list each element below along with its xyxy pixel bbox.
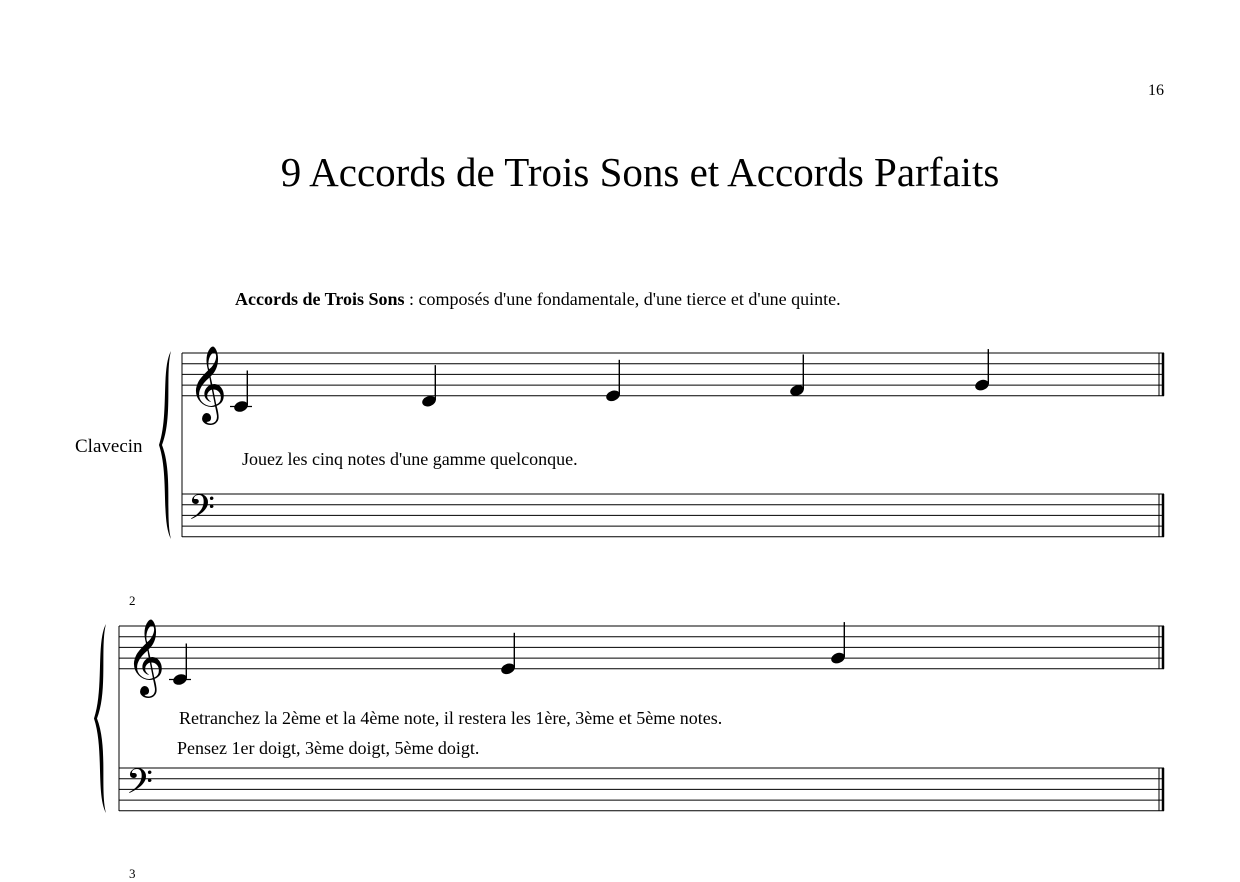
instruction-system-2-line-1: Retranchez la 2ème et la 4ème note, il restera les 1ère, 3ème et 5ème notes. xyxy=(179,708,723,728)
instruction-system-2-line-2: Pensez 1er doigt, 3ème doigt, 5ème doigt. xyxy=(177,738,480,758)
system-2-note-C4 xyxy=(169,644,191,687)
system-1 xyxy=(159,345,1164,539)
bass-clef-icon: 𝄢 xyxy=(126,761,154,810)
system-2 xyxy=(94,618,1164,813)
measure-number-2: 2 xyxy=(129,593,136,608)
system-1-note-C4 xyxy=(230,371,252,414)
measure-number-3: 3 xyxy=(129,866,136,881)
intro-rest: : composés d'une fondamentale, d'une tierce et d'une quinte. xyxy=(404,289,841,309)
system-1-note-E4 xyxy=(605,360,622,403)
system-1-note-D4 xyxy=(421,365,438,408)
intro-bold: Accords de Trois Sons xyxy=(235,289,405,309)
page-title: 9 Accords de Trois Sons et Accords Parfaits xyxy=(280,149,1000,195)
brace-icon xyxy=(159,351,171,539)
brace-icon xyxy=(94,624,106,813)
treble-clef-icon: 𝄞 xyxy=(126,618,166,695)
instruction-system-1: Jouez les cinq notes d'une gamme quelconque. xyxy=(242,449,578,469)
system-2-note-G4 xyxy=(830,622,847,665)
treble-clef-icon: 𝄞 xyxy=(188,345,228,422)
system-1-note-F4 xyxy=(789,354,806,397)
bass-clef-icon: 𝄢 xyxy=(188,487,216,536)
system-2-note-E4 xyxy=(500,633,517,676)
page-number: 16 xyxy=(1148,82,1164,99)
system-1-note-G4 xyxy=(974,349,991,392)
instrument-name: Clavecin xyxy=(75,436,143,457)
